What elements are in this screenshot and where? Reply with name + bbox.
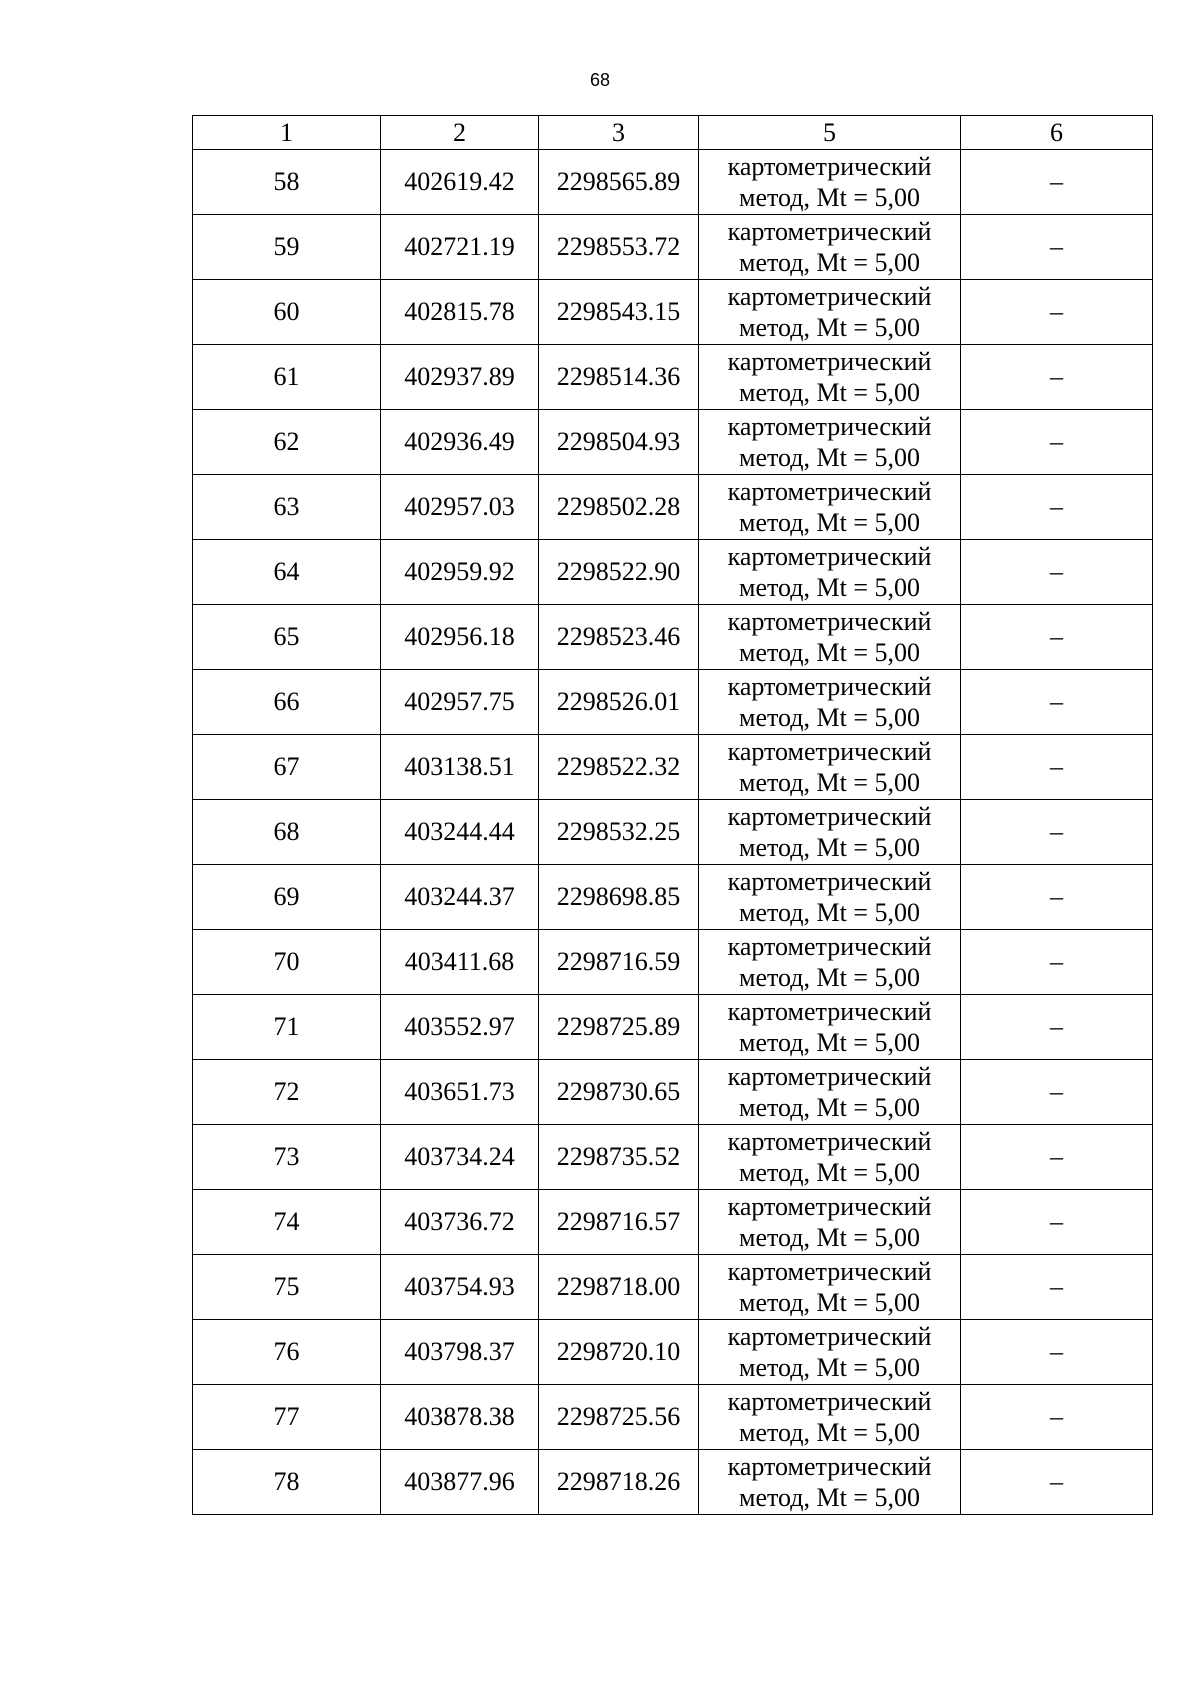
table-row — [193, 605, 1153, 670]
method-cell — [699, 215, 961, 280]
method-cell — [699, 410, 961, 475]
y-coordinate-cell: 2298730.65 — [539, 1060, 699, 1125]
table-body — [193, 150, 1153, 1515]
y-coordinate-cell: 2298725.56 — [539, 1385, 699, 1450]
column6-cell: – — [961, 410, 1153, 475]
x-coordinate-cell: 402959.92 — [381, 540, 539, 605]
point-number-cell: 64 — [193, 540, 381, 605]
method-line-2: метод, Mt = 5,00 — [739, 573, 920, 602]
column6-cell: – — [961, 800, 1153, 865]
table-header-row — [193, 116, 1153, 150]
method-line-1: картометрический — [727, 476, 932, 506]
method-cell — [699, 1450, 961, 1515]
method-line-1: картометрический — [727, 411, 932, 441]
point-number-cell: 66 — [193, 670, 381, 735]
method-cell — [699, 150, 961, 215]
table-row — [193, 1060, 1153, 1125]
x-coordinate-cell: 403754.93 — [381, 1255, 539, 1320]
method-line-2: метод, Mt = 5,00 — [739, 248, 920, 277]
table-row — [193, 540, 1153, 605]
method-cell — [699, 1060, 961, 1125]
point-number-cell: 63 — [193, 475, 381, 540]
method-line-2: метод, Mt = 5,00 — [739, 378, 920, 407]
method-line-2: метод, Mt = 5,00 — [739, 1028, 920, 1057]
column6-cell: – — [961, 995, 1153, 1060]
column-header: 1 — [193, 116, 381, 150]
y-coordinate-cell: 2298735.52 — [539, 1125, 699, 1190]
method-cell — [699, 540, 961, 605]
column6-cell: – — [961, 1060, 1153, 1125]
method-line-1: картометрический — [727, 1256, 932, 1286]
method-line-2: метод, Mt = 5,00 — [739, 963, 920, 992]
y-coordinate-cell: 2298514.36 — [539, 345, 699, 410]
y-coordinate-cell: 2298522.32 — [539, 735, 699, 800]
table-row — [193, 800, 1153, 865]
method-line-2: метод, Mt = 5,00 — [739, 183, 920, 212]
method-cell — [699, 475, 961, 540]
method-line-1: картометрический — [727, 736, 932, 766]
point-number-cell: 70 — [193, 930, 381, 995]
column6-cell: – — [961, 1255, 1153, 1320]
y-coordinate-cell: 2298526.01 — [539, 670, 699, 735]
table-row — [193, 865, 1153, 930]
method-line-1: картометрический — [727, 541, 932, 571]
method-line-1: картометрический — [727, 671, 932, 701]
method-cell — [699, 345, 961, 410]
method-line-2: метод, Mt = 5,00 — [739, 898, 920, 927]
x-coordinate-cell: 403798.37 — [381, 1320, 539, 1385]
y-coordinate-cell: 2298504.93 — [539, 410, 699, 475]
table-row — [193, 475, 1153, 540]
method-line-1: картометрический — [727, 216, 932, 246]
table-row — [193, 735, 1153, 800]
method-line-2: метод, Mt = 5,00 — [739, 703, 920, 732]
method-cell — [699, 1385, 961, 1450]
method-line-1: картометрический — [727, 1386, 932, 1416]
method-line-2: метод, Mt = 5,00 — [739, 1418, 920, 1447]
method-cell — [699, 1190, 961, 1255]
y-coordinate-cell: 2298718.00 — [539, 1255, 699, 1320]
x-coordinate-cell: 403736.72 — [381, 1190, 539, 1255]
column6-cell: – — [961, 1125, 1153, 1190]
table-row — [193, 670, 1153, 735]
method-line-2: метод, Mt = 5,00 — [739, 1288, 920, 1317]
coordinates-table — [192, 115, 1153, 1515]
method-cell — [699, 280, 961, 345]
column6-cell: – — [961, 1450, 1153, 1515]
column-header: 6 — [961, 116, 1153, 150]
method-line-2: метод, Mt = 5,00 — [739, 1093, 920, 1122]
method-line-1: картометрический — [727, 1061, 932, 1091]
column-header: 2 — [381, 116, 539, 150]
method-line-1: картометрический — [727, 281, 932, 311]
y-coordinate-cell: 2298532.25 — [539, 800, 699, 865]
method-cell — [699, 1255, 961, 1320]
x-coordinate-cell: 403552.97 — [381, 995, 539, 1060]
point-number-cell: 74 — [193, 1190, 381, 1255]
method-line-2: метод, Mt = 5,00 — [739, 768, 920, 797]
point-number-cell: 78 — [193, 1450, 381, 1515]
method-line-1: картометрический — [727, 801, 932, 831]
method-cell — [699, 735, 961, 800]
x-coordinate-cell: 403244.37 — [381, 865, 539, 930]
method-line-1: картометрический — [727, 1451, 932, 1481]
page-number: 68 — [589, 70, 611, 90]
method-line-1: картометрический — [727, 1321, 932, 1351]
x-coordinate-cell: 402937.89 — [381, 345, 539, 410]
method-line-2: метод, Mt = 5,00 — [739, 1158, 920, 1187]
method-cell — [699, 1125, 961, 1190]
point-number-cell: 59 — [193, 215, 381, 280]
table-row — [193, 1385, 1153, 1450]
y-coordinate-cell: 2298716.59 — [539, 930, 699, 995]
x-coordinate-cell: 403651.73 — [381, 1060, 539, 1125]
table-row — [193, 410, 1153, 475]
method-line-1: картометрический — [727, 151, 932, 181]
x-coordinate-cell: 402936.49 — [381, 410, 539, 475]
x-coordinate-cell: 403734.24 — [381, 1125, 539, 1190]
method-line-2: метод, Mt = 5,00 — [739, 313, 920, 342]
table-row — [193, 1450, 1153, 1515]
method-line-1: картометрический — [727, 866, 932, 896]
method-line-1: картометрический — [727, 996, 932, 1026]
method-line-1: картометрический — [727, 346, 932, 376]
point-number-cell: 58 — [193, 150, 381, 215]
x-coordinate-cell: 402957.03 — [381, 475, 539, 540]
method-line-2: метод, Mt = 5,00 — [739, 508, 920, 537]
x-coordinate-cell: 403878.38 — [381, 1385, 539, 1450]
method-line-1: картометрический — [727, 1126, 932, 1156]
point-number-cell: 69 — [193, 865, 381, 930]
x-coordinate-cell: 403138.51 — [381, 735, 539, 800]
method-line-1: картометрический — [727, 606, 932, 636]
y-coordinate-cell: 2298725.89 — [539, 995, 699, 1060]
table-row — [193, 215, 1153, 280]
column6-cell: – — [961, 345, 1153, 410]
y-coordinate-cell: 2298565.89 — [539, 150, 699, 215]
column6-cell: – — [961, 280, 1153, 345]
column6-cell: – — [961, 605, 1153, 670]
column6-cell: – — [961, 865, 1153, 930]
method-line-2: метод, Mt = 5,00 — [739, 1223, 920, 1252]
point-number-cell: 61 — [193, 345, 381, 410]
point-number-cell: 77 — [193, 1385, 381, 1450]
method-line-2: метод, Mt = 5,00 — [739, 1483, 920, 1512]
method-line-2: метод, Mt = 5,00 — [739, 638, 920, 667]
method-cell — [699, 605, 961, 670]
column6-cell: – — [961, 735, 1153, 800]
method-line-2: метод, Mt = 5,00 — [739, 833, 920, 862]
table-row — [193, 280, 1153, 345]
table-row — [193, 995, 1153, 1060]
table-row — [193, 150, 1153, 215]
y-coordinate-cell: 2298553.72 — [539, 215, 699, 280]
column6-cell: – — [961, 670, 1153, 735]
column6-cell: – — [961, 150, 1153, 215]
method-cell — [699, 670, 961, 735]
point-number-cell: 60 — [193, 280, 381, 345]
x-coordinate-cell: 402815.78 — [381, 280, 539, 345]
y-coordinate-cell: 2298698.85 — [539, 865, 699, 930]
column6-cell: – — [961, 1320, 1153, 1385]
x-coordinate-cell: 402619.42 — [381, 150, 539, 215]
y-coordinate-cell: 2298716.57 — [539, 1190, 699, 1255]
method-cell — [699, 995, 961, 1060]
table-row — [193, 345, 1153, 410]
point-number-cell: 62 — [193, 410, 381, 475]
method-cell — [699, 1320, 961, 1385]
column6-cell: – — [961, 1385, 1153, 1450]
x-coordinate-cell: 402721.19 — [381, 215, 539, 280]
method-line-2: метод, Mt = 5,00 — [739, 443, 920, 472]
point-number-cell: 67 — [193, 735, 381, 800]
x-coordinate-cell: 403244.44 — [381, 800, 539, 865]
table-row — [193, 1190, 1153, 1255]
column6-cell: – — [961, 1190, 1153, 1255]
point-number-cell: 76 — [193, 1320, 381, 1385]
column6-cell: – — [961, 930, 1153, 995]
y-coordinate-cell: 2298718.26 — [539, 1450, 699, 1515]
column6-cell: – — [961, 215, 1153, 280]
method-cell — [699, 865, 961, 930]
table-row — [193, 1255, 1153, 1320]
point-number-cell: 75 — [193, 1255, 381, 1320]
table-row — [193, 1320, 1153, 1385]
x-coordinate-cell: 403411.68 — [381, 930, 539, 995]
y-coordinate-cell: 2298523.46 — [539, 605, 699, 670]
method-line-1: картометрический — [727, 1191, 932, 1221]
y-coordinate-cell: 2298502.28 — [539, 475, 699, 540]
point-number-cell: 72 — [193, 1060, 381, 1125]
point-number-cell: 71 — [193, 995, 381, 1060]
point-number-cell: 65 — [193, 605, 381, 670]
table-row — [193, 930, 1153, 995]
y-coordinate-cell: 2298543.15 — [539, 280, 699, 345]
y-coordinate-cell: 2298720.10 — [539, 1320, 699, 1385]
column6-cell: – — [961, 540, 1153, 605]
y-coordinate-cell: 2298522.90 — [539, 540, 699, 605]
method-line-2: метод, Mt = 5,00 — [739, 1353, 920, 1382]
column-header: 3 — [539, 116, 699, 150]
column6-cell: – — [961, 475, 1153, 540]
x-coordinate-cell: 402957.75 — [381, 670, 539, 735]
point-number-cell: 73 — [193, 1125, 381, 1190]
method-line-1: картометрический — [727, 931, 932, 961]
table-row — [193, 1125, 1153, 1190]
method-cell — [699, 930, 961, 995]
method-cell — [699, 800, 961, 865]
x-coordinate-cell: 403877.96 — [381, 1450, 539, 1515]
column-header: 5 — [699, 116, 961, 150]
x-coordinate-cell: 402956.18 — [381, 605, 539, 670]
point-number-cell: 68 — [193, 800, 381, 865]
